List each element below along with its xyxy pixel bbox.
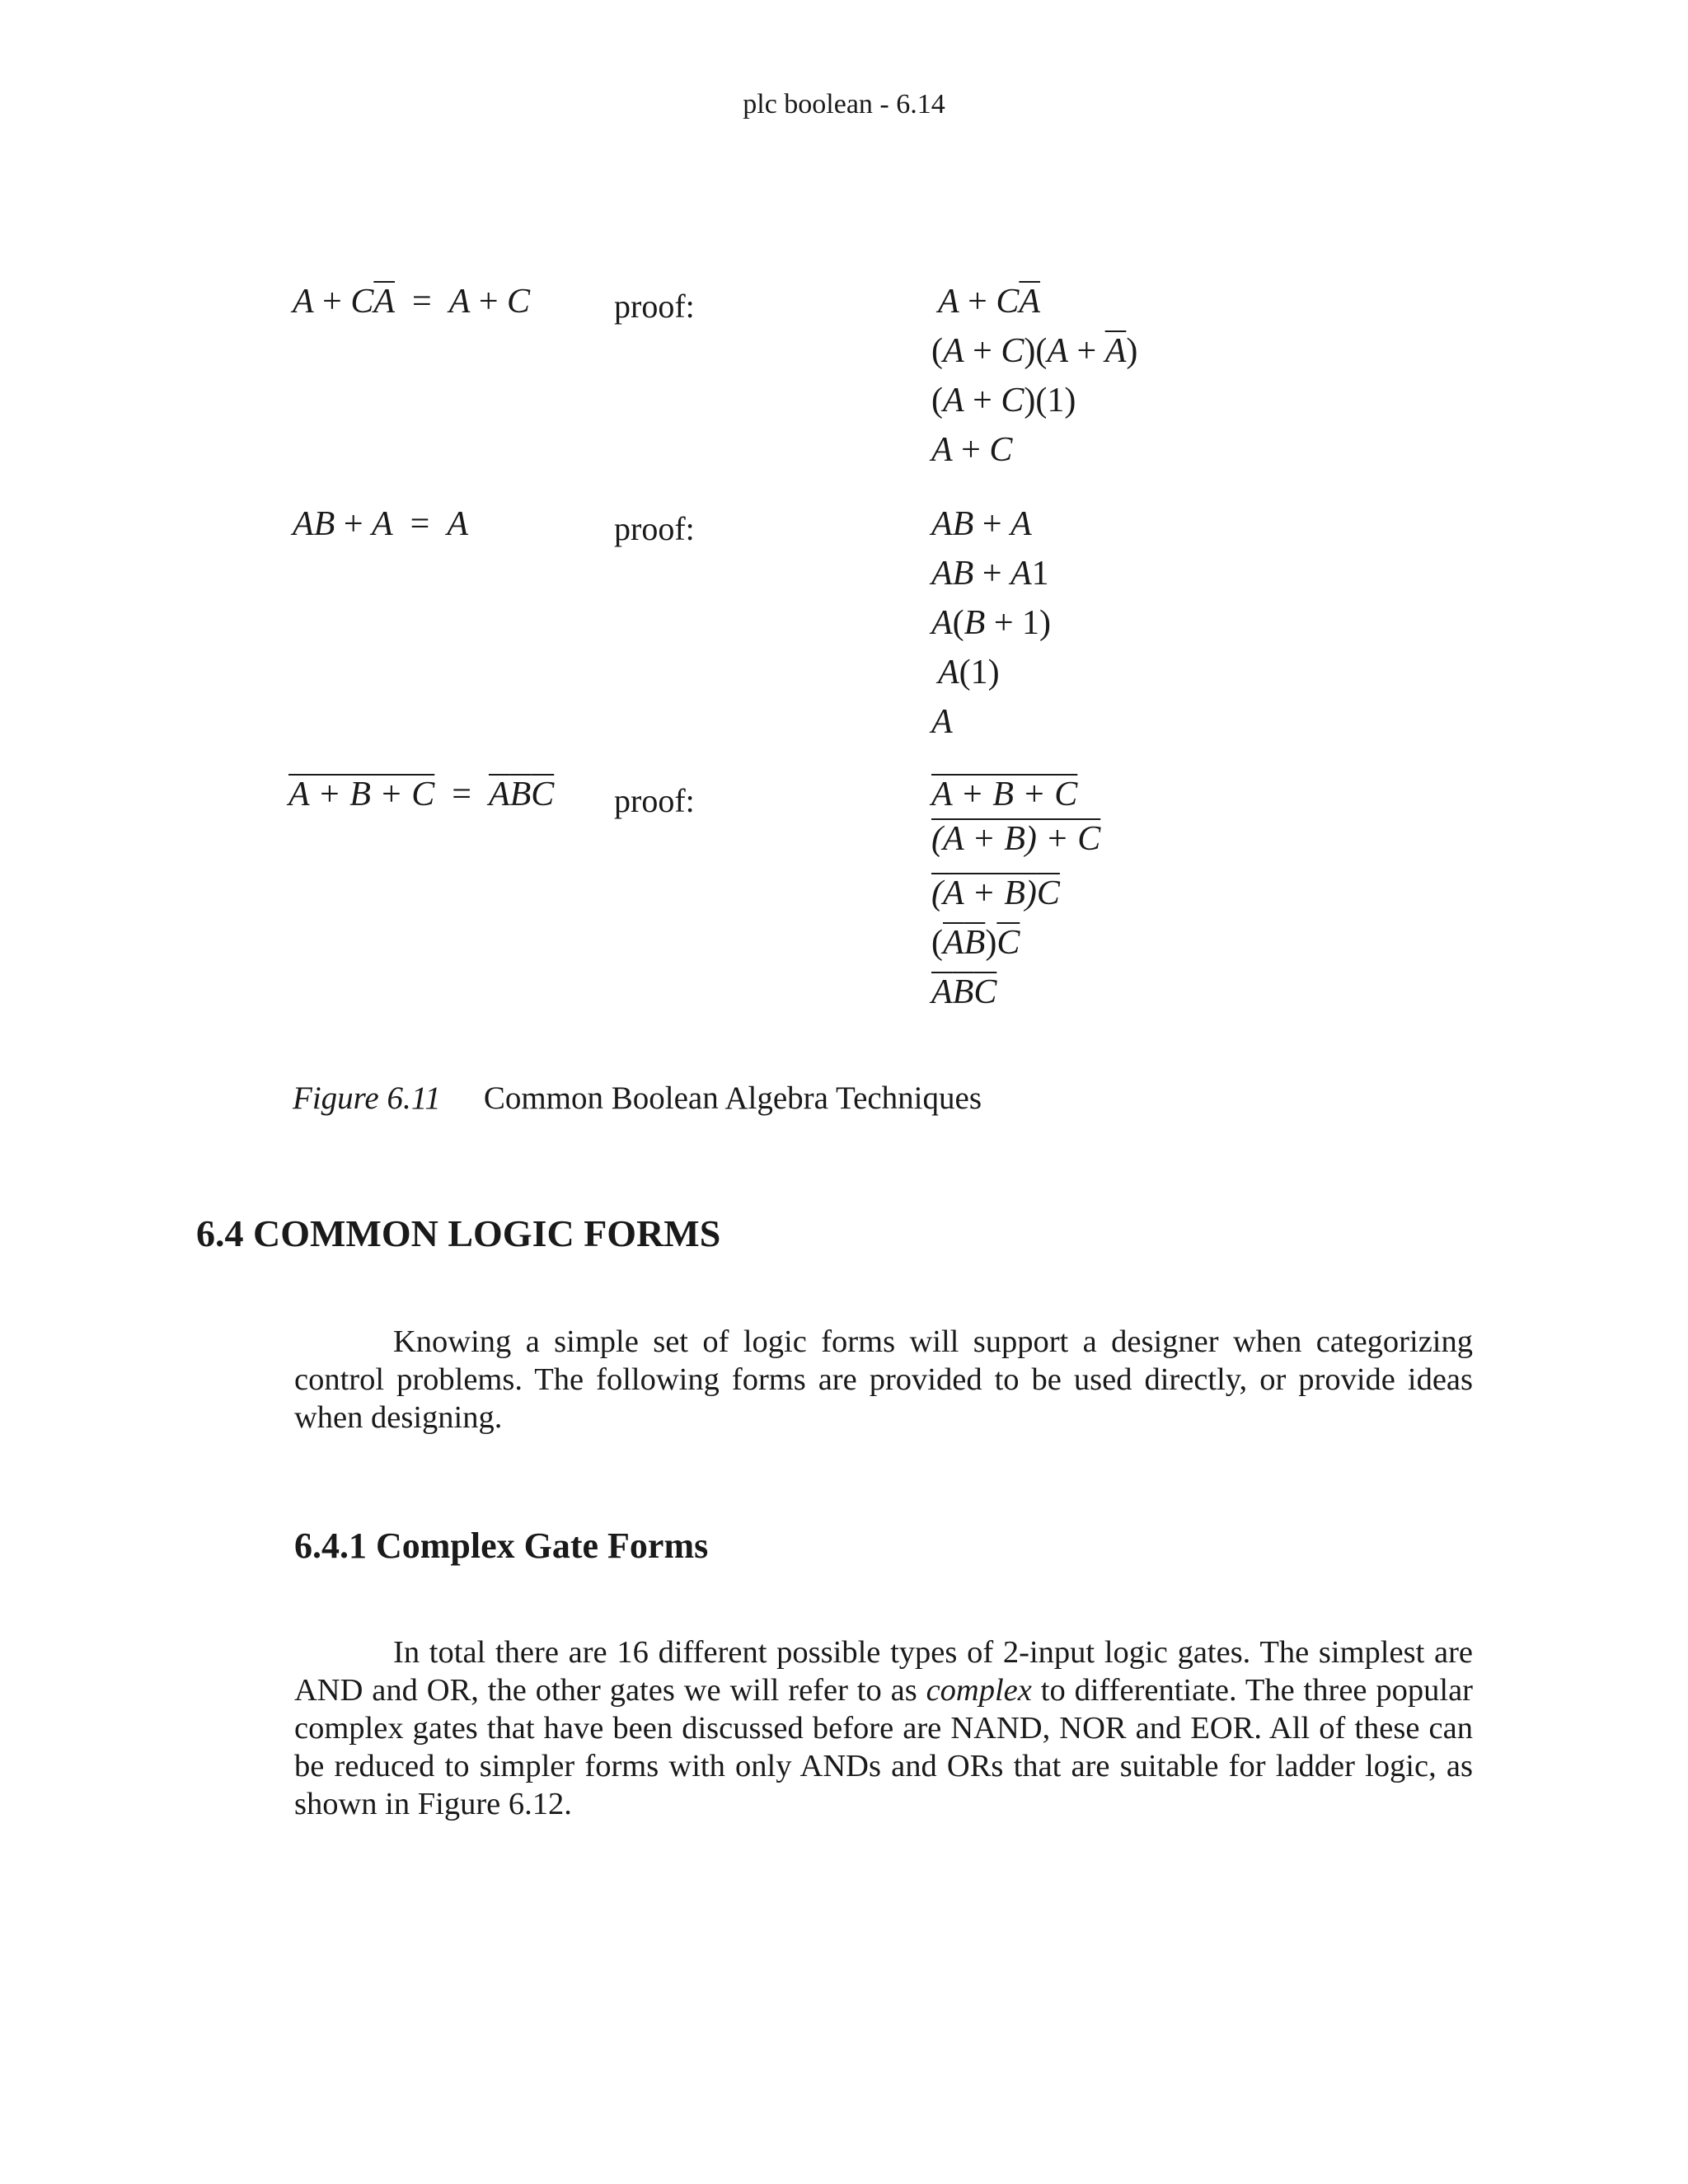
identity-2-step-4: A(1) — [938, 654, 1000, 691]
identity-3-step-1: A + B + C — [931, 776, 1078, 813]
identity-1-step-1: $A + C\overline{A}$ — [938, 283, 1041, 321]
identity-2-statement: AB + A = A — [293, 505, 468, 543]
running-head: plc boolean - 6.14 — [743, 89, 945, 120]
identity-2-step-3: A(B + 1) — [931, 604, 1051, 642]
identity-1-step-2: $(A + C)(A + \overline{A})$ — [931, 332, 1138, 370]
identity-2-step-2: AB + A1 — [931, 555, 1049, 593]
identity-1-step-4: A + C — [931, 431, 1013, 469]
subsection-heading: 6.4.1 Complex Gate Forms — [294, 1526, 709, 1566]
identity-2-step-5: A — [931, 703, 953, 741]
proof-label-3: proof: — [614, 782, 695, 819]
figure-title: Common Boolean Algebra Techniques — [483, 1080, 982, 1116]
proof-label-2: proof: — [614, 510, 695, 547]
figure-caption — [293, 1080, 982, 1117]
identity-3-step-5: $\overline{A}\overline{B}\overline{C}$ — [931, 973, 997, 1011]
identity-3-statement: $A + B + C = \overline{A}\overline{B}\overline{C}$ — [288, 776, 555, 813]
figure-number: Figure 6.11 — [293, 1080, 441, 1116]
identity-3-step-2: (A + B) + C — [931, 820, 1101, 858]
identity-3-step-3: $(A + B)\overline{C}$ — [931, 874, 1060, 912]
identity-1-step-3: (A + C)(1) — [931, 382, 1076, 419]
proof-label-1: proof: — [614, 288, 695, 325]
section-paragraph: Knowing a simple set of logic forms will support a designer when categorizing control problems. The following forms are provided to be used directly, or provide ideas when designing. — [294, 1324, 1473, 1435]
identity-3-step-4: $(\overline{A}\overline{B})\overline{C}$ — [931, 924, 1020, 962]
subsection-paragraph: In total there are 16 different possible types of 2-input logic gates. The simplest are AND and OR, the other gates we will refer to as complex to differentiate. The three popular complex gates that have been discussed before are NAND, NOR and EOR. All of these can be reduced to simpler forms with only ANDs and ORs that are suitable for ladder logic, as shown in Figure 6.12. — [294, 1635, 1473, 1821]
identity-1-statement: $A + C\overline{A} = A + C$ — [293, 283, 531, 321]
identity-2-step-1: AB + A — [931, 505, 1032, 543]
emphasis-complex: complex — [926, 1673, 1032, 1708]
section-heading: 6.4 COMMON LOGIC FORMS — [196, 1212, 721, 1254]
